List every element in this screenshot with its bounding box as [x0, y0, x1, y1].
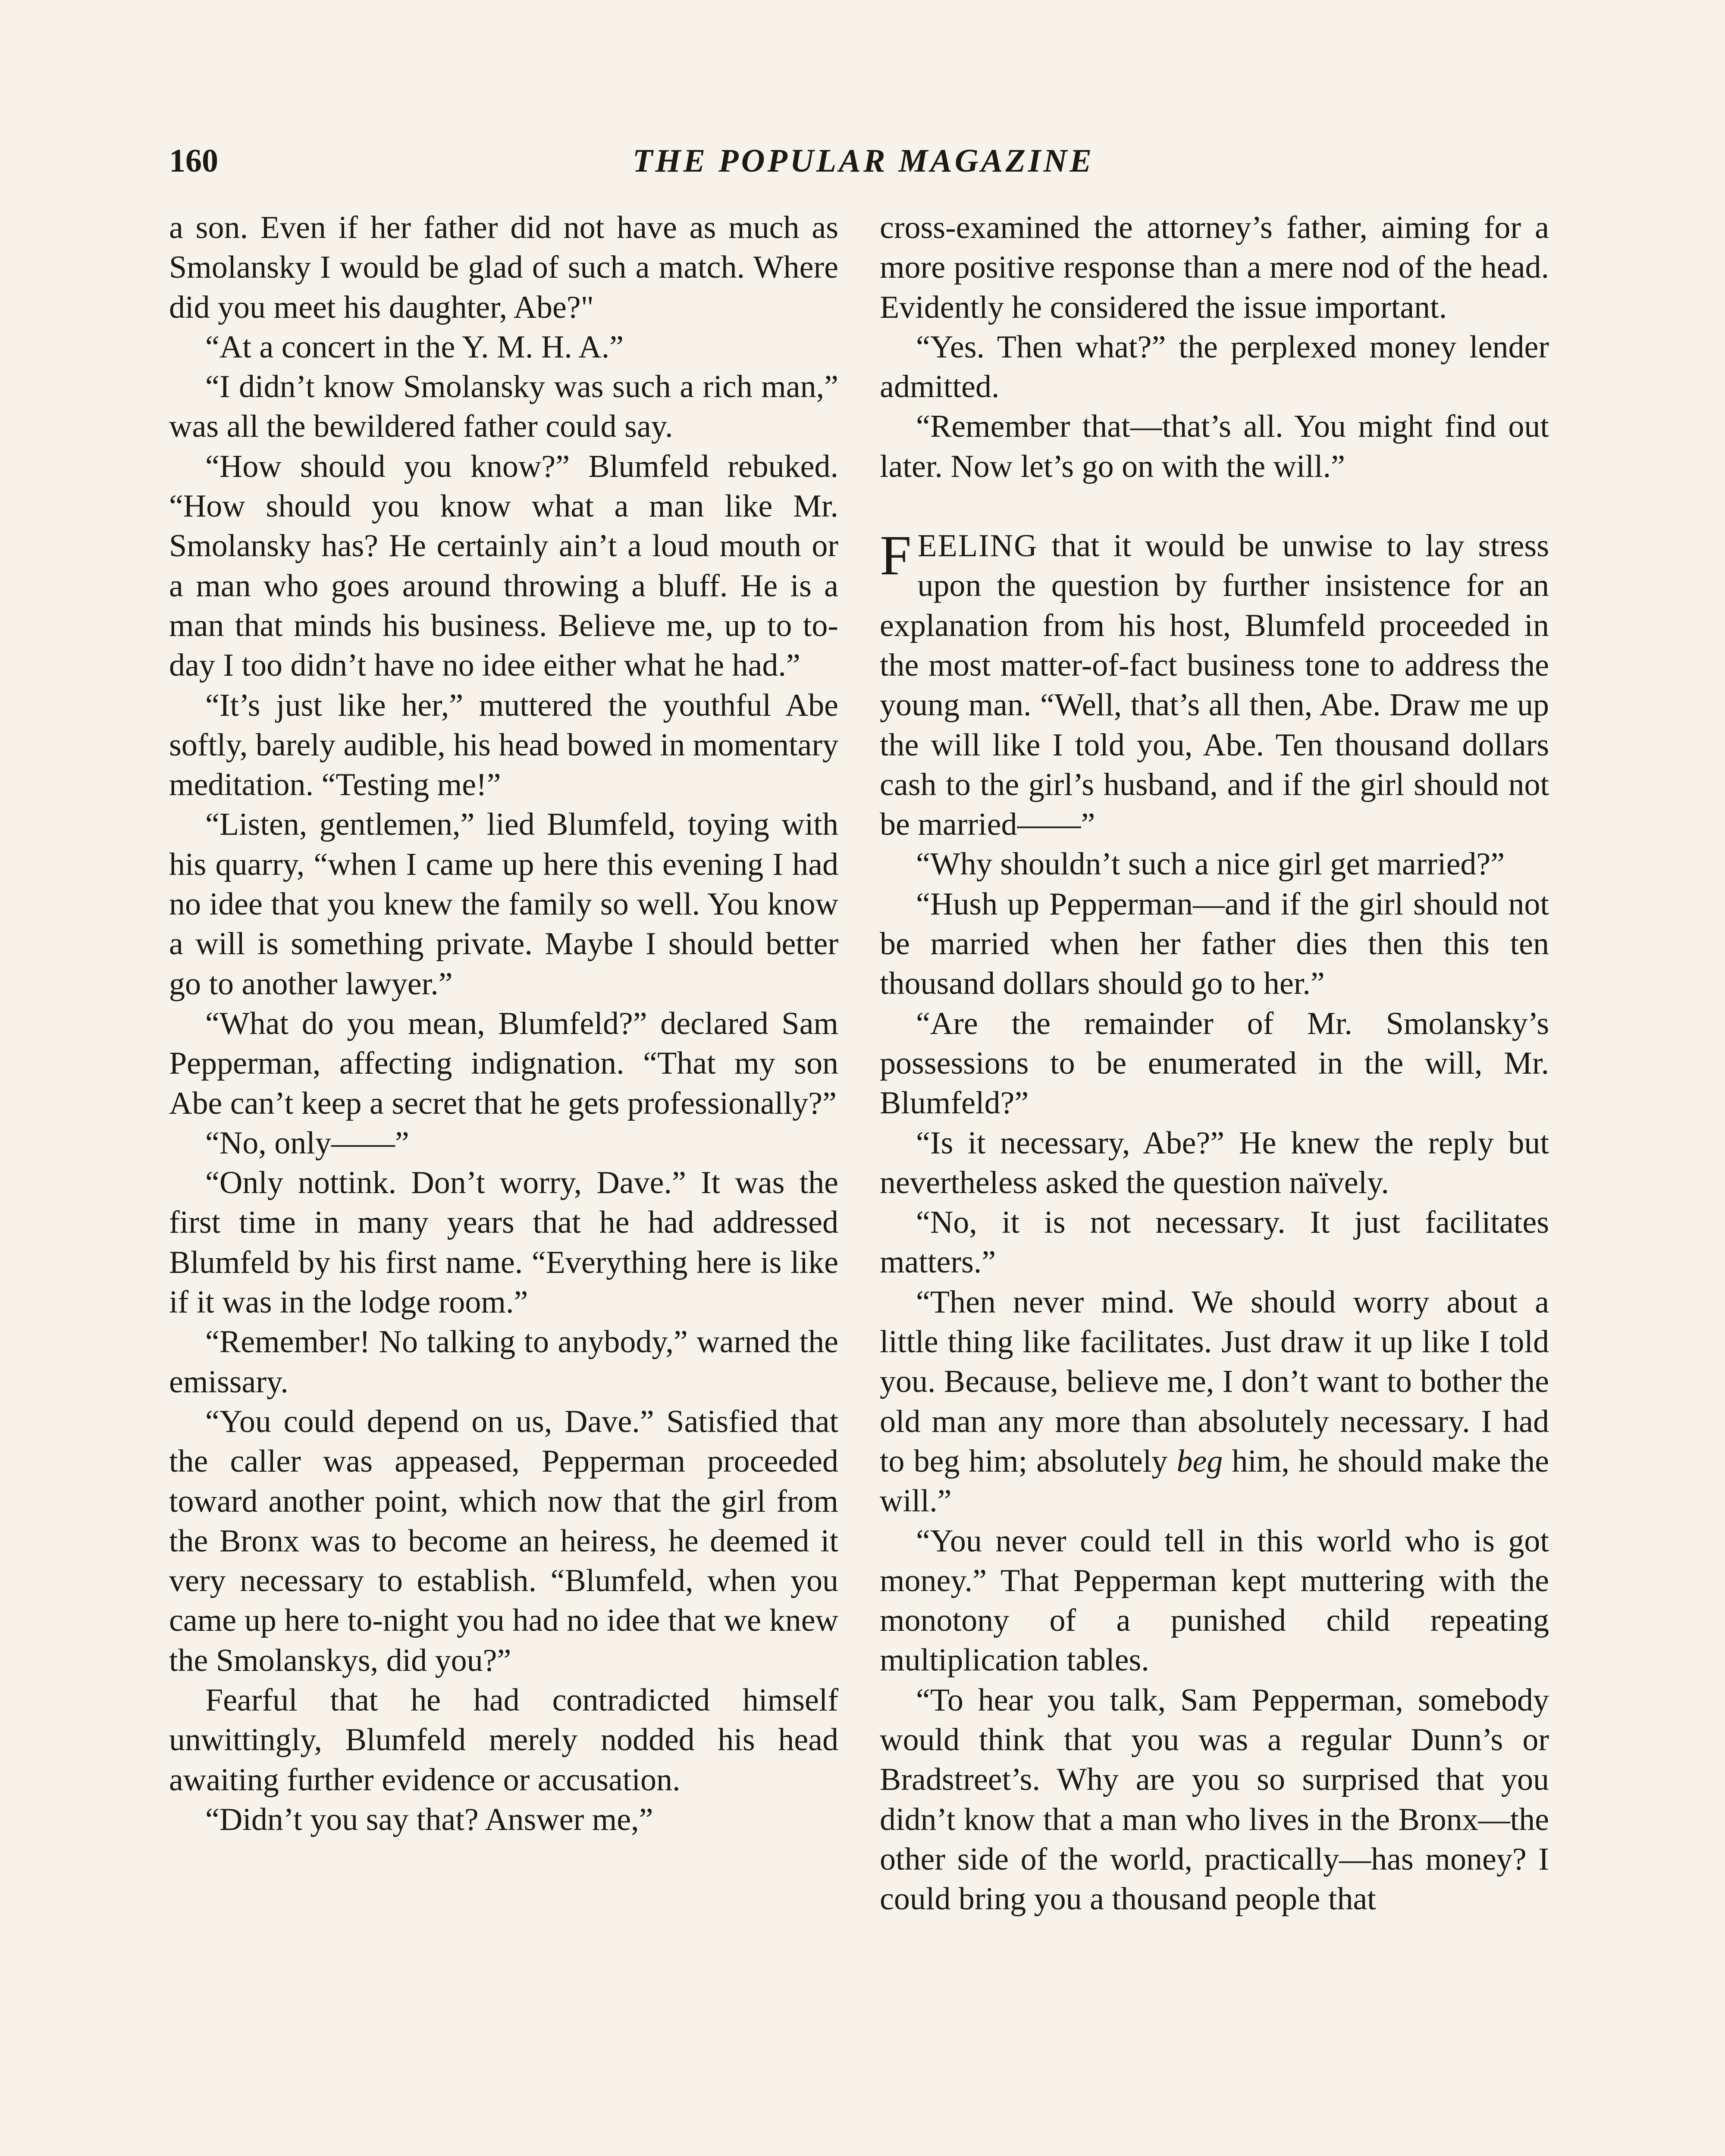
paragraph: [169, 1800, 838, 1839]
paragraph-text: “Remember! No talking to anybody,” warned the emissary.: [169, 1324, 838, 1400]
paragraph: [169, 1680, 838, 1800]
paragraph-text: him, he should make the will.”: [880, 1443, 1549, 1519]
paragraph-text: “Didn’t you say that? Answer me,”: [205, 1802, 653, 1837]
paragraph: [169, 367, 838, 447]
paragraph-text: “At a concert in the Y. M. H. A.”: [205, 329, 624, 365]
paragraph: [880, 884, 1549, 1004]
paragraph: [169, 686, 838, 805]
paragraph-text: “No, it is not necessary. It just facilitates matters.”: [880, 1205, 1549, 1280]
paragraph: [169, 1004, 838, 1123]
paragraph-text: that it would be unwise to lay stress upon the question by further insistence for an explanation from his host, Blumfeld proceeded in the most matter-of-fact business tone to address the young man. “Well, that’s all then, Abe. Draw me up the will like I told you, Abe. Ten thousand dollars cash to the girl’s husband, and if the girl should not be married——”: [880, 528, 1549, 843]
paragraph: [169, 1123, 838, 1163]
paragraph-text: “Why shouldn’t such a nice girl get married?”: [916, 846, 1505, 882]
paragraph: [169, 447, 838, 686]
paragraph: [880, 208, 1549, 327]
paragraph: [880, 1282, 1549, 1521]
paragraph: [169, 805, 838, 1003]
drop-cap: F: [880, 523, 912, 587]
paragraph-text: “No, only——”: [205, 1125, 409, 1161]
paragraph-text: “I didn’t know Smolansky was such a rich man,” was all the bewildered father could say.: [169, 369, 838, 445]
page-header: [169, 137, 1558, 185]
paragraph: [880, 1680, 1549, 1919]
paragraph: [880, 844, 1549, 884]
paragraph-text: “Listen, gentlemen,” lied Blumfeld, toying with his quarry, “when I came up here this evening I had no idee that you knew the family so well. You know a will is something private. Maybe I should better go to another lawyer.”: [169, 807, 838, 1002]
paragraph-text: “To hear you talk, Sam Pepperman, somebody would think that you was a regular Dunn’s or Bradstreet’s. Why are you so surprised that you didn’t know that a man who lives in the Bronx—the other side of the world, practically—has money? I could bring you a thousand people that: [880, 1682, 1549, 1917]
left-text-column: [169, 208, 838, 2156]
paragraph-text: “What do you mean, Blumfeld?” declared Sam Pepperman, affecting indignation. “That my son Abe can’t keep a secret that he gets professionally?”: [169, 1006, 838, 1121]
paragraph: [880, 327, 1549, 407]
paragraph: [169, 1402, 838, 1680]
paragraph-text: Fearful that he had contradicted himself unwittingly, Blumfeld merely nodded his head awaiting further evidence or accusation.: [169, 1682, 838, 1798]
right-text-column: [880, 208, 1549, 2156]
paragraph-text: “Yes. Then what?” the perplexed money lender admitted.: [880, 329, 1549, 405]
paragraph-text: cross-examined the attorney’s father, aiming for a more positive response than a mere nod of the head. Evidently he considered the issue important.: [880, 210, 1549, 325]
page-number: 160: [169, 143, 218, 179]
paragraph-text: “Hush up Pepperman—and if the girl should not be married when her father dies then this ten thousand dollars should go to her.”: [880, 886, 1549, 1002]
paragraph: [169, 1322, 838, 1402]
paragraph-text: “Is it necessary, Abe?” He knew the reply but nevertheless asked the question naïvely.: [880, 1125, 1549, 1200]
paragraph: [880, 1123, 1549, 1203]
paragraph-text: a son. Even if her father did not have as much as Smolansky I would be glad of such a match. Where did you meet his daughter, Abe?": [169, 210, 838, 325]
paragraph: [169, 327, 838, 367]
emphasis: beg: [1176, 1443, 1223, 1479]
paragraph-text: “You could depend on us, Dave.” Satisfied that the caller was appeased, Pepperman proceeded toward another point, which now that the girl from the Bronx was to become an heiress, he deemed it very necessary to establish. “Blumfeld, when you came up here to-night you had no idee that we knew the Smolanskys, did you?”: [169, 1404, 838, 1678]
paragraph: [880, 523, 1549, 844]
paragraph-text: “Remember that—that’s all. You might find out later. Now let’s go on with the will.”: [880, 409, 1549, 484]
lead-in-word: EELING: [917, 528, 1038, 564]
running-title: THE POPULAR MAGAZINE: [632, 143, 1095, 179]
paragraph-text: “It’s just like her,” muttered the youthful Abe softly, barely audible, his head bowed in momentary meditation. “Testing me!”: [169, 687, 838, 803]
paragraph: [880, 1203, 1549, 1282]
paragraph: [169, 1163, 838, 1322]
paragraph: [880, 1004, 1549, 1123]
paragraph-text: “Are the remainder of Mr. Smolansky’s possessions to be enumerated in the will, Mr. Blumfeld?”: [880, 1006, 1549, 1121]
paragraph-text: “You never could tell in this world who is got money.” That Pepperman kept muttering with the monotony of a punished child repeating multiplication tables.: [880, 1523, 1549, 1678]
paragraph: [169, 208, 838, 327]
paragraph-text: “Only nottink. Don’t worry, Dave.” It was the first time in many years that he had addressed Blumfeld by his first name. “Everything here is like if it was in the lodge room.”: [169, 1165, 838, 1320]
paragraph: [880, 1521, 1549, 1680]
paragraph-text: “How should you know?” Blumfeld rebuked. “How should you know what a man like Mr. Smolansky has? He certainly ain’t a loud mouth or a man who goes around throwing a bluff. He is a man that minds his business. Believe me, up to to-day I too didn’t have no idee either what he had.”: [169, 448, 838, 683]
paragraph: [880, 407, 1549, 486]
paragraph-text: “Then never mind. We should worry about a little thing like facilitates. Just draw it up like I told you. Because, believe me, I don’t want to bother the old man any more than absolutely necessary. I had to beg him; absolutely: [880, 1284, 1549, 1479]
